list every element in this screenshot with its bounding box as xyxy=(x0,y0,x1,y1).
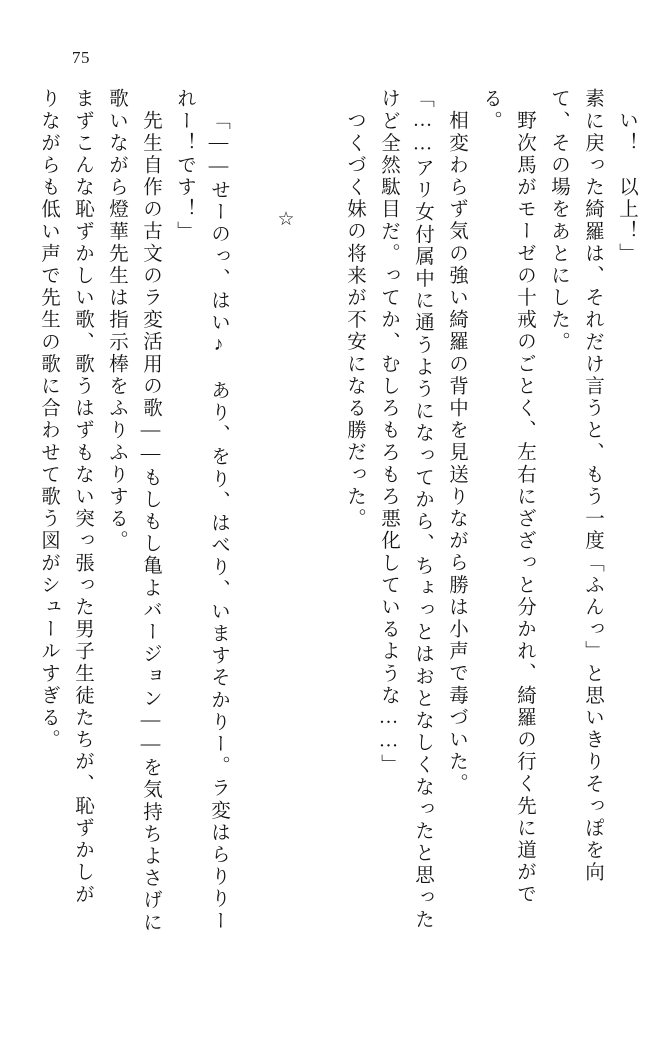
vertical-text-body xyxy=(36,88,636,1018)
text-line: 「――せーのっ、はい♪ あり、をり、はべり、いますそかりー。ラ変はらりりー xyxy=(208,110,229,933)
column-gap xyxy=(228,88,262,1018)
text-line: る。 xyxy=(480,88,501,133)
text-line: い！ 以上！」 xyxy=(616,110,637,265)
text-line: 野次馬がモーゼの十戒のごとく、左右にざざっと分かれ、綺羅の行く先に道がで xyxy=(514,110,535,906)
text-line: 歌いながら燈華先生は指示棒をふりふりする。 xyxy=(106,88,127,553)
column-gap xyxy=(296,88,330,1018)
text-line: けど全然駄目だ。ってか、むしろもろもろ悪化しているような……」 xyxy=(378,88,399,777)
text-line: つくづく妹の将来が不安になる勝だった。 xyxy=(344,110,365,530)
text-line: れー！です！」 xyxy=(174,88,195,243)
text-line: 先生自作の古文のラ変活用の歌――もしもし亀よバージョン――を気持ちよさげに xyxy=(140,110,161,934)
text-line: 相変わらず気の強い綺羅の背中を見送りながら勝は小声で毒づいた。 xyxy=(446,110,467,796)
text-line: 素に戻った綺羅は、それだけ言うと、もう一度「ふんっ」と思いきりそっぽを向 xyxy=(582,88,603,884)
text-line: て、その場をあとにした。 xyxy=(548,88,569,354)
text-line: 「……アリ女付属中に通うようになってから、ちょっとはおとなしくなったと思った xyxy=(412,88,433,931)
scene-break-star: ☆ xyxy=(275,208,296,232)
text-line: りながらも低い声で先生の歌に合わせて歌う図がシュールすぎる。 xyxy=(38,88,59,751)
page-number: 75 xyxy=(72,48,90,67)
text-line: まずこんな恥ずかしい歌、歌うはずもない突っ張った男子生徒たちが、恥ずかしが xyxy=(72,88,93,906)
